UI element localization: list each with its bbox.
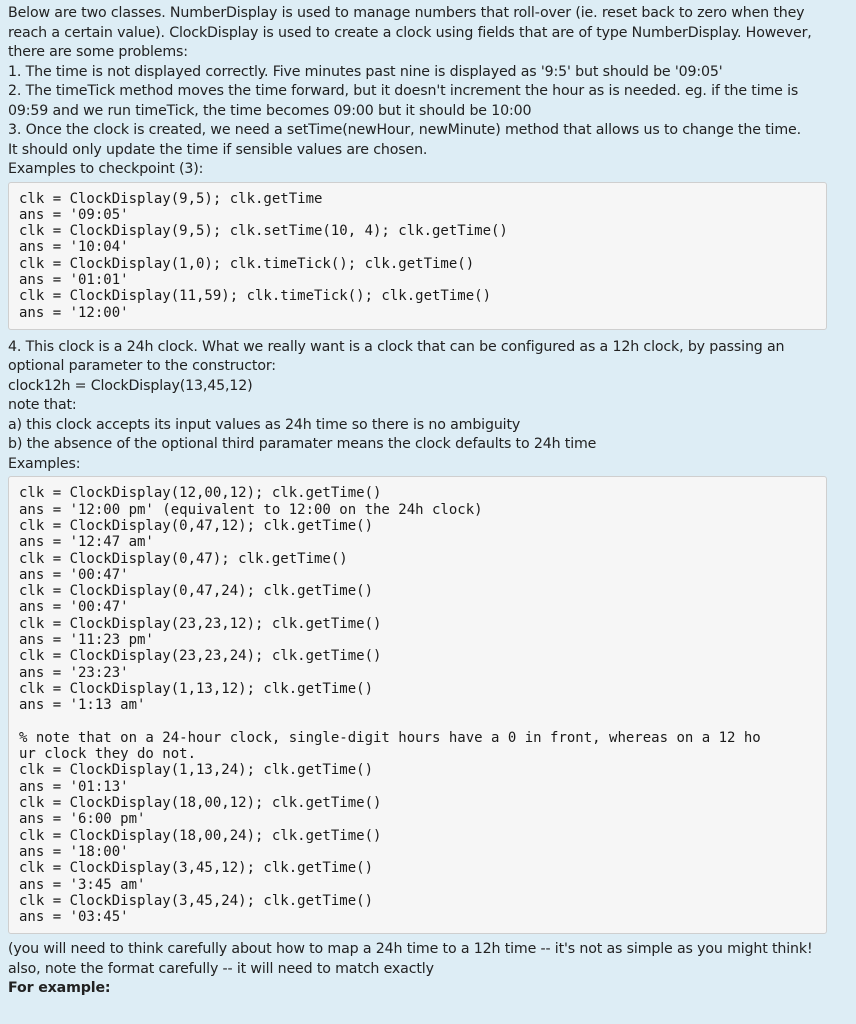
intro-line: 09:59 and we run timeTick, the time becomes 09:00 but it should be 10:00 xyxy=(8,102,532,119)
code-line: ans = '12:00' xyxy=(19,304,129,321)
outro-line: (you will need to think carefully about how to map a 24h time to a 12h time -- it's not as simple as you might think! xyxy=(8,941,813,958)
part4-line: 4. This clock is a 24h clock. What we really want is a clock that can be configured as a 12h clock, by passing an xyxy=(8,338,785,355)
intro-line: 3. Once the clock is created, we need a setTime(newHour, newMinute) method that allows us to change the time. xyxy=(8,122,801,138)
intro-line: Examples to checkpoint (3): xyxy=(8,161,204,177)
intro-line: It should only update the time if sensible values are chosen. xyxy=(8,141,428,158)
code-line: clk = ClockDisplay(12,00,12); clk.getTime() xyxy=(19,485,382,502)
code-line: clk = ClockDisplay(0,47,12); clk.getTime() xyxy=(19,517,374,534)
code-line: clk = ClockDisplay(11,59); clk.timeTick(); clk.getTime() xyxy=(19,288,492,305)
code-line: clk = ClockDisplay(1,0); clk.timeTick(); clk.getTime() xyxy=(19,255,475,272)
code-line: clk = ClockDisplay(1,13,12); clk.getTime() xyxy=(19,680,374,697)
part4-line: a) this clock accepts its input values as 24h time so there is no ambiguity xyxy=(8,416,521,433)
intro-line: there are some problems: xyxy=(8,44,188,60)
part4-line: note that: xyxy=(8,397,77,414)
code-line: ans = '09:05' xyxy=(19,206,129,223)
outro-paragraph xyxy=(8,940,848,999)
part4-line: clock12h = ClockDisplay(13,45,12) xyxy=(8,377,253,394)
code-line: clk = ClockDisplay(1,13,24); clk.getTime() xyxy=(19,762,374,779)
for-example-heading: For example: xyxy=(8,980,111,997)
code-block-checkpoint-3 xyxy=(8,182,827,330)
code-line: ans = '3:45 am' xyxy=(19,876,146,893)
intro-paragraph xyxy=(8,4,848,180)
code-line: clk = ClockDisplay(9,5); clk.getTime xyxy=(19,190,323,207)
code-line: ans = '00:47' xyxy=(19,566,129,583)
part4-line: b) the absence of the optional third paramater means the clock defaults to 24h time xyxy=(8,436,597,453)
code-line: clk = ClockDisplay(23,23,24); clk.getTime() xyxy=(19,648,382,665)
code-line: clk = ClockDisplay(3,45,24); clk.getTime() xyxy=(19,892,374,909)
code-line: clk = ClockDisplay(0,47); clk.getTime() xyxy=(19,550,348,567)
code-line: clk = ClockDisplay(3,45,12); clk.getTime() xyxy=(19,860,374,877)
intro-line: 1. The time is not displayed correctly. Five minutes past nine is displayed as '9:5' but should be '09:05' xyxy=(8,63,723,80)
part4-line: optional parameter to the constructor: xyxy=(8,358,276,375)
code-line: ans = '01:01' xyxy=(19,271,129,288)
code-line: clk = ClockDisplay(18,00,12); clk.getTime() xyxy=(19,795,382,812)
code-comment-line: ur clock they do not. xyxy=(19,746,197,763)
code-line: clk = ClockDisplay(23,23,12); clk.getTime() xyxy=(19,615,382,632)
part4-line: Examples: xyxy=(8,455,81,472)
intro-line: Below are two classes. NumberDisplay is used to manage numbers that roll-over (ie. reset back to zero when they xyxy=(8,5,805,21)
code-line: clk = ClockDisplay(0,47,24); clk.getTime() xyxy=(19,583,374,600)
code-line: ans = '03:45' xyxy=(19,909,129,926)
code-comment-line: % note that on a 24-hour clock, single-digit hours have a 0 in front, whereas on a 12 ho xyxy=(19,729,761,746)
code-line: ans = '23:23' xyxy=(19,664,129,681)
code-line: ans = '01:13' xyxy=(19,778,129,795)
outro-line: also, note the format carefully -- it will need to match exactly xyxy=(8,960,434,977)
code-line: ans = '6:00 pm' xyxy=(19,811,146,828)
code-line-blank xyxy=(19,714,816,730)
code-line: ans = '1:13 am' xyxy=(19,697,146,714)
code-line: ans = '12:00 pm' (equivalent to 12:00 on the 24h clock) xyxy=(19,501,483,518)
code-block-12h-examples xyxy=(8,476,827,934)
intro-line: 2. The timeTick method moves the time forward, but it doesn't increment the hour as is needed. eg. if the time is xyxy=(8,83,799,99)
part4-paragraph xyxy=(8,338,848,475)
code-line: clk = ClockDisplay(18,00,24); clk.getTime() xyxy=(19,827,382,844)
code-line: ans = '10:04' xyxy=(19,239,129,256)
code-line: clk = ClockDisplay(9,5); clk.setTime(10, 4); clk.getTime() xyxy=(19,223,508,240)
code-line: ans = '18:00' xyxy=(19,843,129,860)
intro-line: reach a certain value). ClockDisplay is used to create a clock using fields that are of type NumberDisplay. However, xyxy=(8,24,812,41)
code-line: ans = '11:23 pm' xyxy=(19,632,154,649)
code-line: ans = '12:47 am' xyxy=(19,534,154,551)
code-line: ans = '00:47' xyxy=(19,599,129,616)
